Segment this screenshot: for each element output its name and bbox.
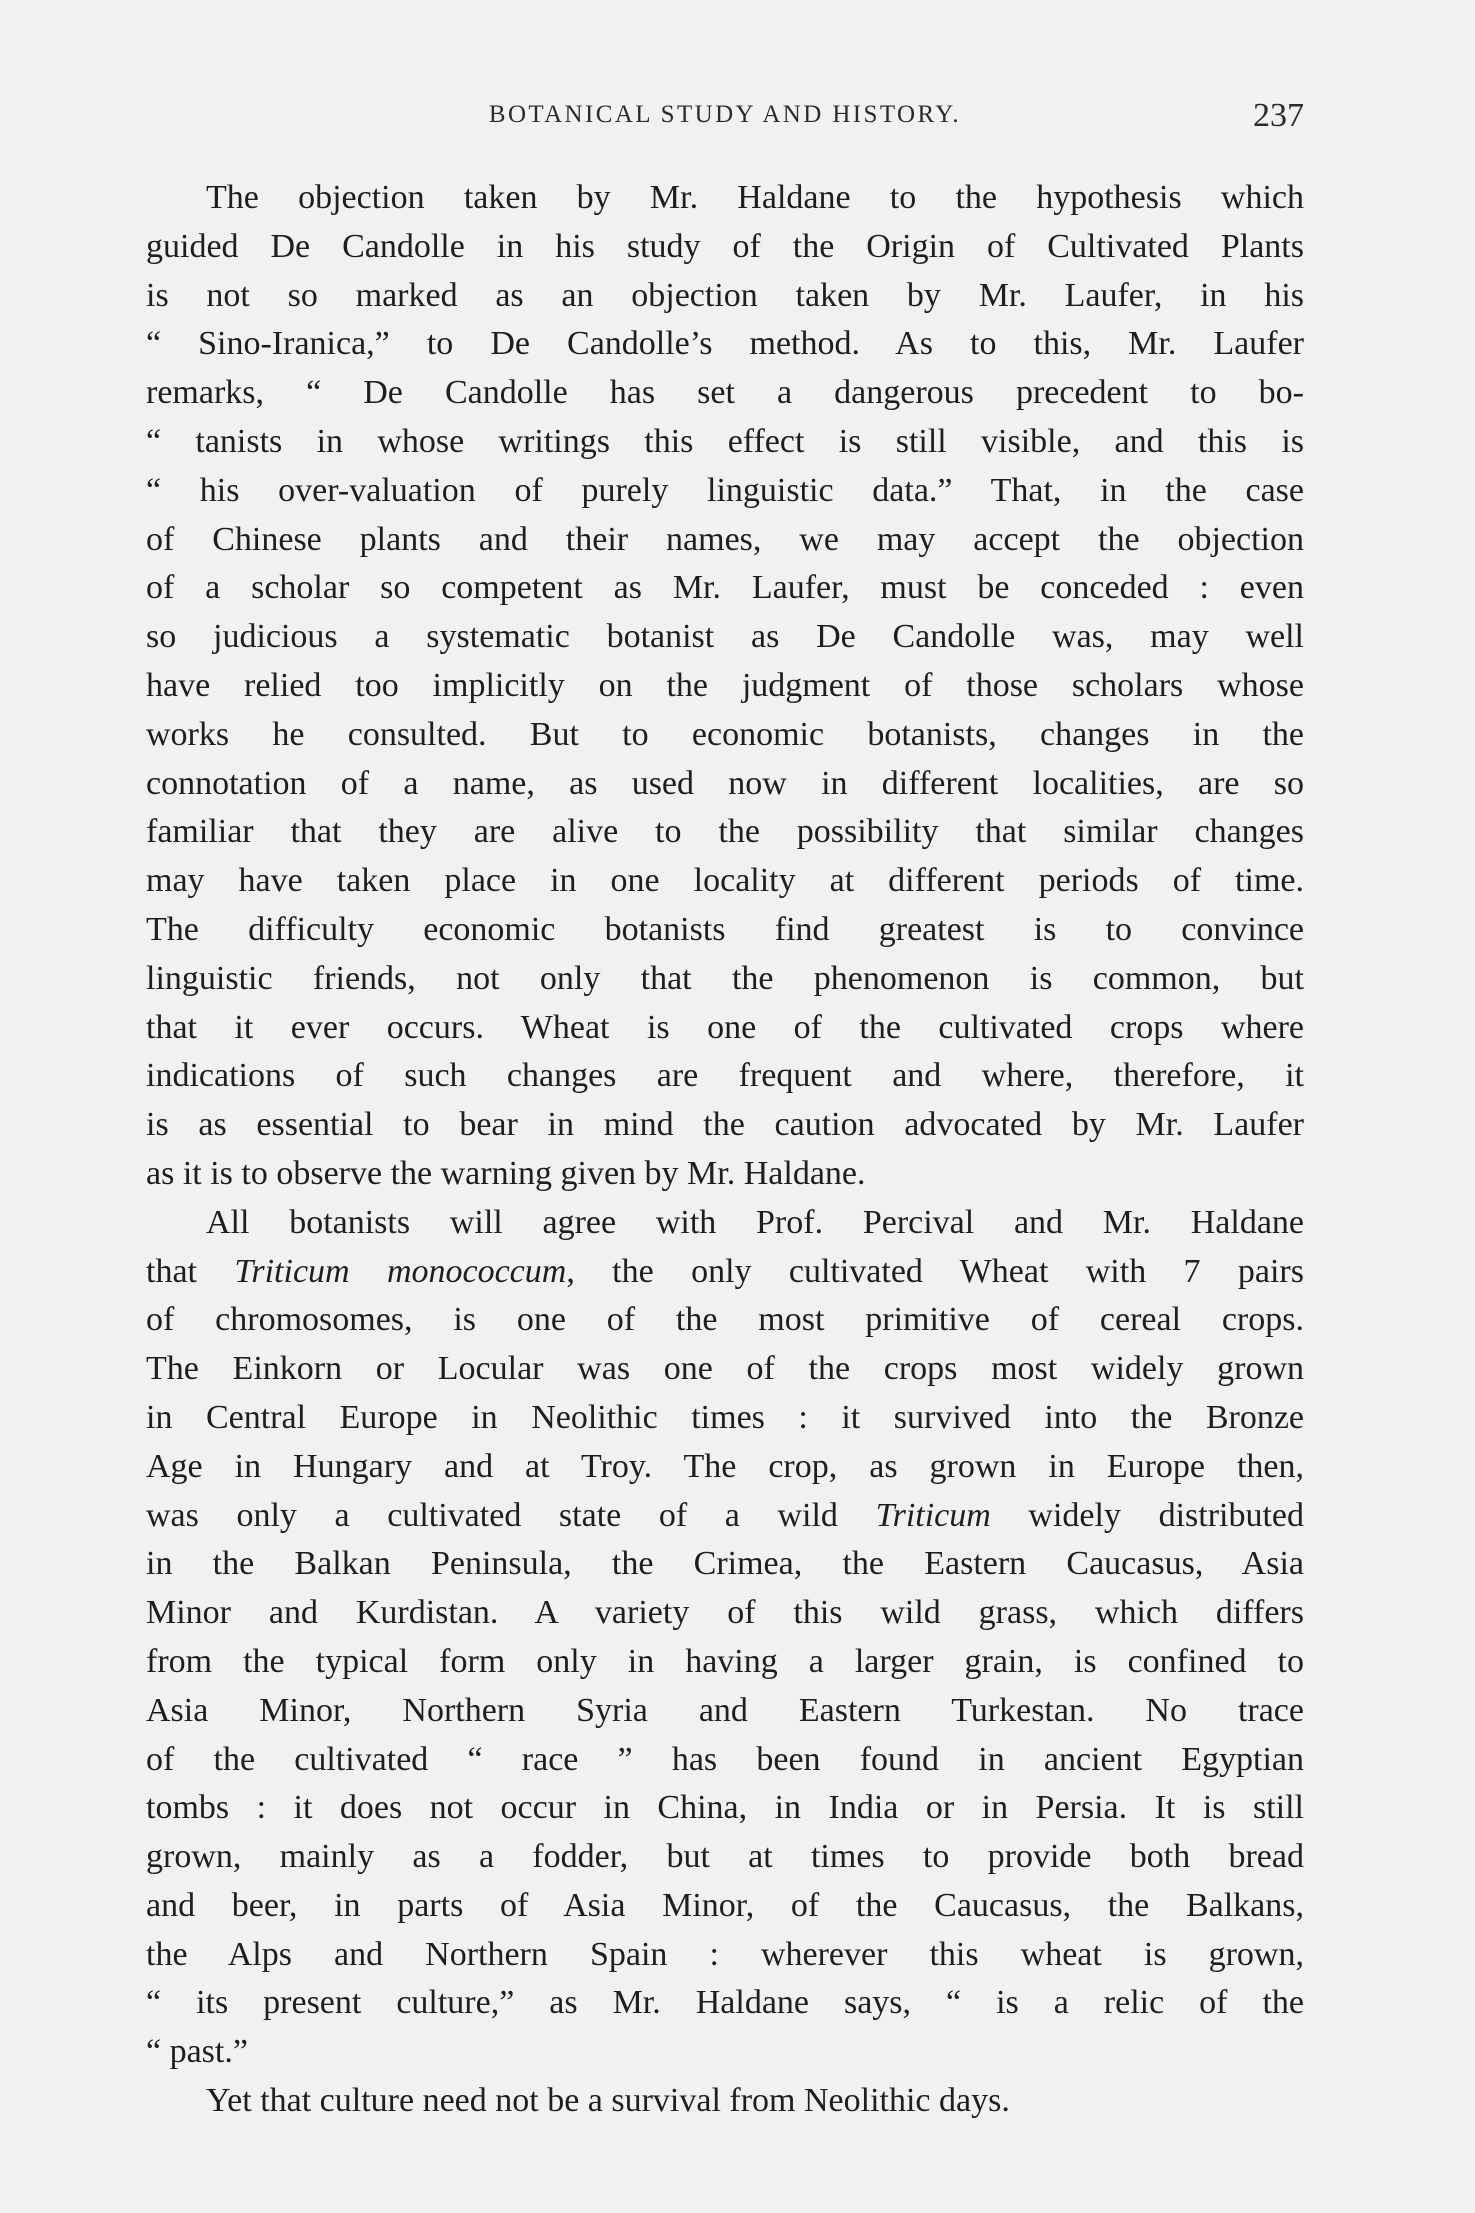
text-span: that (146, 1252, 235, 1290)
text-line: is as essential to bear in mind the caution advocated by Mr. Laufer (146, 1106, 1304, 1144)
text-line: All botanists will agree with Prof. Percival and Mr. Haldane (206, 1203, 1304, 1241)
paragraph-2 (146, 1199, 1304, 2077)
text-line: grown, mainly as a fodder, but at times to provide both bread (146, 1838, 1304, 1876)
text-line: Age in Hungary and at Troy. The crop, as grown in Europe then, (146, 1447, 1304, 1485)
text-line: familiar that they are alive to the possibility that similar changes (146, 813, 1304, 851)
text-line: as it is to observe the warning given by Mr. Haldane. (146, 1154, 866, 1192)
text-span: , the only cultivated Wheat with 7 pairs (566, 1252, 1304, 1290)
text-line: The objection taken by Mr. Haldane to the hypothesis which (206, 179, 1304, 216)
text-line: connotation of a name, as used now in different localities, are so (146, 764, 1304, 802)
text-line: Asia Minor, Northern Syria and Eastern Turkestan. No trace (146, 1691, 1304, 1729)
text-line (146, 1248, 1304, 1297)
text-line: Minor and Kurdistan. A variety of this wild grass, which differs (146, 1594, 1304, 1632)
running-title: BOTANICAL STUDY AND HISTORY. (488, 101, 962, 128)
text-line: The Einkorn or Locular was one of the crops most widely grown (146, 1350, 1304, 1388)
species-name-italic: Triticum monococcum (234, 1252, 567, 1290)
text-line: Yet that culture need not be a survival from Neolithic days. (206, 2082, 1010, 2120)
text-line: of chromosomes, is one of the most primitive of cereal crops. (146, 1301, 1304, 1339)
text-line: “ his over-valuation of purely linguistic data.” That, in the case (146, 471, 1304, 509)
text-line: from the typical form only in having a larger grain, is confined to (146, 1642, 1304, 1680)
text-line: of the cultivated “ race ” has been found in ancient Egyptian (146, 1740, 1304, 1778)
text-line: in Central Europe in Neolithic times : it survived into the Bronze (146, 1398, 1304, 1436)
text-line: “ its present culture,” as Mr. Haldane says, “ is a relic of the (146, 1984, 1304, 2022)
text-line: “ tanists in whose writings this effect is still visible, and this is (146, 422, 1304, 460)
text-line: “ Sino-Iranica,” to De Candolle’s method. As to this, Mr. Laufer (146, 325, 1304, 363)
running-head (146, 97, 1304, 137)
text-line: tombs : it does not occur in China, in India or in Persia. It is still (146, 1789, 1304, 1827)
paragraph-3 (146, 2077, 1304, 2126)
text-line: indications of such changes are frequent and where, therefore, it (146, 1057, 1304, 1095)
text-line: of a scholar so competent as Mr. Laufer, must be conceded : even (146, 569, 1304, 607)
text-line: is not so marked as an objection taken by Mr. Laufer, in his (146, 276, 1304, 314)
text-line: guided De Candolle in his study of the Origin of Cultivated Plants (146, 227, 1304, 265)
text-line: in the Balkan Peninsula, the Crimea, the Eastern Caucasus, Asia (146, 1545, 1304, 1583)
text-line (146, 1492, 1304, 1541)
text-line: remarks, “ De Candolle has set a dangerous precedent to bo- (146, 374, 1304, 412)
text-span: was only a cultivated state of a wild (146, 1496, 876, 1534)
text-line: linguistic friends, not only that the phenomenon is common, but (146, 959, 1304, 997)
body-text (146, 174, 1304, 2126)
text-line: the Alps and Northern Spain : wherever this wheat is grown, (146, 1935, 1304, 1973)
text-line: that it ever occurs. Wheat is one of the cultivated crops where (146, 1008, 1304, 1046)
text-line: works he consulted. But to economic botanists, changes in the (146, 715, 1304, 753)
text-line: “ past.” (146, 2033, 248, 2071)
text-line: of Chinese plants and their names, we may accept the objection (146, 520, 1304, 558)
text-line: The difficulty economic botanists find greatest is to convince (146, 910, 1304, 948)
genus-name-italic: Triticum (875, 1496, 991, 1534)
page-number: 237 (1253, 97, 1304, 134)
text-line: have relied too implicitly on the judgment of those scholars whose (146, 666, 1304, 704)
text-line: so judicious a systematic botanist as De Candolle was, may well (146, 618, 1304, 656)
paragraph-1 (146, 174, 1304, 1199)
text-line: may have taken place in one locality at different periods of time. (146, 862, 1304, 900)
text-line: and beer, in parts of Asia Minor, of the Caucasus, the Balkans, (146, 1886, 1304, 1924)
text-span: widely distributed (990, 1496, 1305, 1534)
